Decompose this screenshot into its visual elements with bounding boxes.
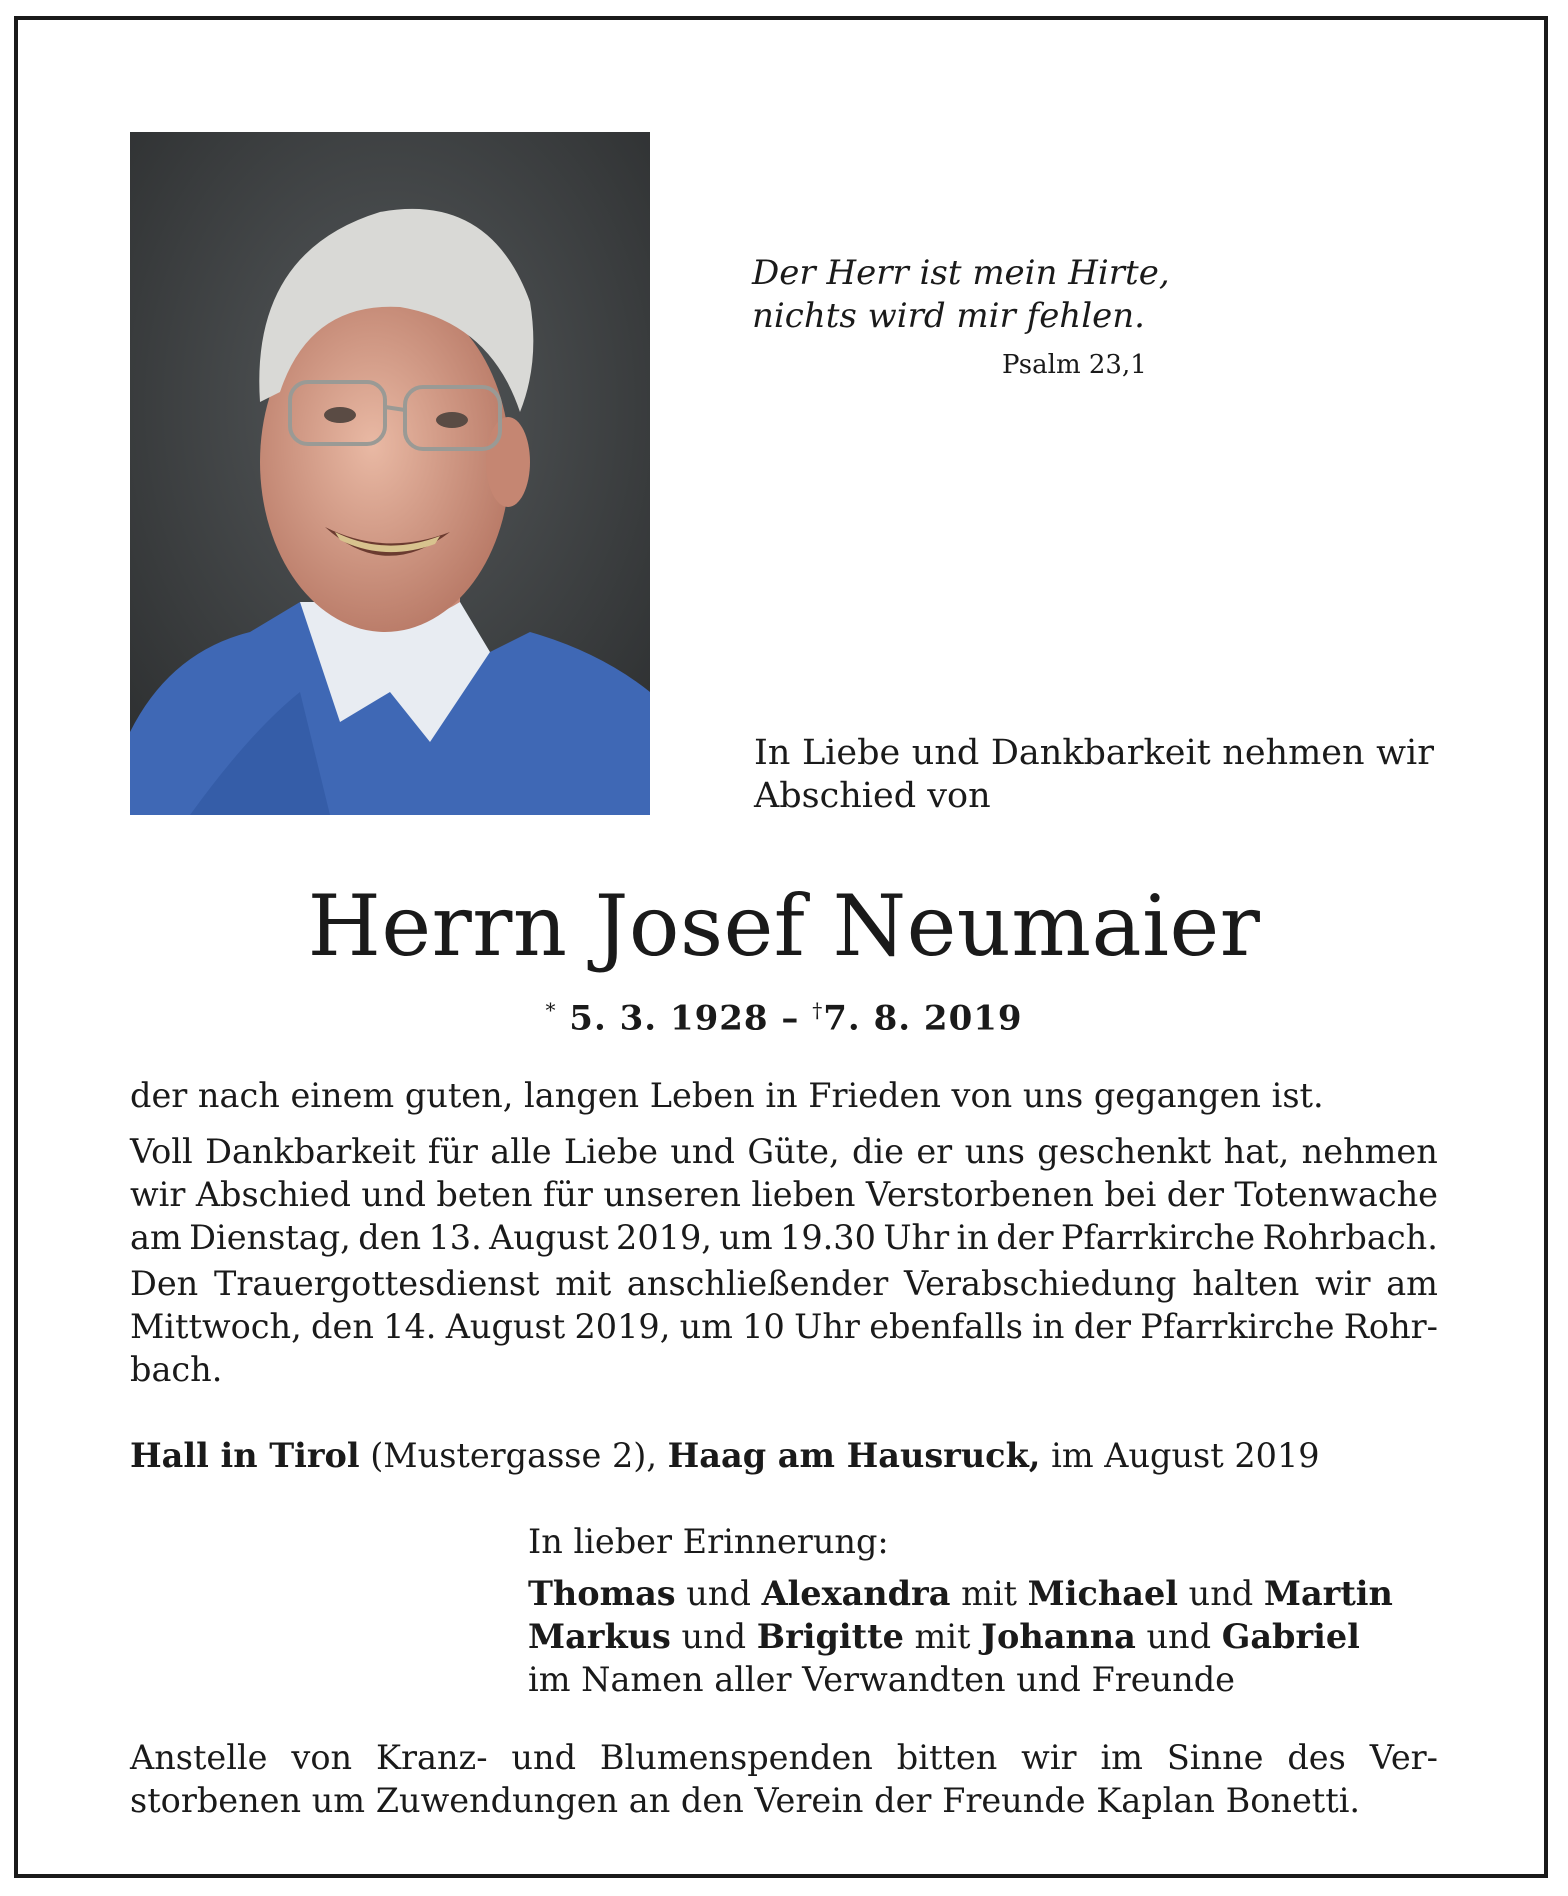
word: Pfarrkirche [1060,1218,1256,1257]
connector: und [675,1574,762,1613]
body-paragraph-2 [130,1130,1438,1259]
word: in [956,1218,989,1257]
date-separator: – [781,998,800,1039]
mourner-name: Thomas [528,1574,676,1613]
birth-date: 5. 3. 1928 [569,998,769,1039]
word: den [311,1307,374,1346]
intro-word: wir [1376,733,1434,773]
word: für [427,1132,478,1171]
paragraph-line: bach. [130,1350,223,1389]
connector: und [670,1617,757,1656]
death-date: 7. 8. 2019 [823,998,1023,1039]
paragraph-line [130,1262,1438,1305]
word: anschließender [626,1264,889,1303]
word: nehmen [1301,1132,1438,1171]
word: im [1100,1738,1143,1777]
mourners-list [528,1572,1393,1701]
word: ebenfalls [869,1307,1023,1346]
word: Verabschiedung [904,1264,1177,1303]
word: und [511,1738,577,1777]
word: 13. [428,1218,482,1257]
word: lieben [751,1175,856,1214]
word: Liebe [563,1132,658,1171]
word: den [358,1218,422,1257]
word: Dankbarkeit [205,1132,416,1171]
intro-line-1 [754,732,1434,775]
word: Dienstag, [189,1218,351,1257]
word: hat, [1223,1132,1290,1171]
psalm-line-1: Der Herr ist mein Hirte, [752,253,1170,293]
intro-word: Dankbarkeit [990,733,1211,773]
mourner-name: Michael [1027,1574,1178,1613]
word: der [996,1218,1054,1257]
word: mit [555,1264,612,1303]
life-dates [0,998,1568,1038]
word: Mittwoch, [130,1307,302,1346]
word: wir [1021,1738,1077,1777]
word: beten [436,1175,533,1214]
mourner-name: Martin [1263,1574,1393,1613]
word: und [361,1175,426,1214]
mourners-line-2 [528,1615,1393,1658]
death-symbol: † [812,998,824,1022]
intro-text [754,732,1434,818]
word: Abschied [195,1175,351,1214]
word: in [1032,1307,1065,1346]
mourner-name: Brigitte [756,1617,904,1656]
word: Kranz- [375,1738,488,1777]
connector: mit [950,1574,1028,1613]
date-line: im August 2019 [1040,1436,1320,1475]
place-and-date [130,1436,1320,1475]
donation-note [130,1736,1438,1822]
word: um [719,1218,773,1257]
mourner-name: Alexandra [761,1574,951,1613]
intro-word: In [754,733,791,773]
mourner-name: Johanna [981,1617,1136,1656]
word: Sinne [1166,1738,1264,1777]
psalm-quote [752,252,1170,338]
word: 10 [742,1307,785,1346]
connector: und [1135,1617,1222,1656]
paragraph-line [130,1130,1438,1173]
paragraph-line [130,1305,1438,1348]
address: (Mustergasse 2), [359,1436,668,1475]
word: Uhr [883,1218,950,1257]
portrait-photo [130,132,650,815]
footer-line: storbenen um Zuwendungen an den Verein der Freunde Kaplan Bonetti. [130,1781,1361,1820]
word: der [1073,1307,1132,1346]
memory-heading: In lieber Erinnerung: [528,1522,889,1561]
word: Uhr [794,1307,860,1346]
word: wir [130,1175,186,1214]
town-1: Hall in Tirol [130,1436,360,1475]
word: die [851,1132,904,1171]
word: um [679,1307,733,1346]
birth-symbol: * [545,998,557,1022]
body-paragraph-3 [130,1262,1438,1391]
word: August [445,1307,566,1346]
word: Totenwache [1234,1175,1438,1214]
word: bei [1104,1175,1157,1214]
connector: mit [903,1617,982,1656]
word: des [1287,1738,1346,1777]
word: für [542,1175,593,1214]
word: halten [1192,1264,1300,1303]
word: Trauergottesdienst [213,1264,540,1303]
intro-word: nehmen [1222,733,1365,773]
deceased-name: Herrn Josef Neumaier [307,877,1261,975]
word: und [670,1132,735,1171]
word: Rohr- [1343,1307,1438,1346]
word: Rohrbach. [1262,1218,1438,1257]
word: bitten [896,1738,998,1777]
intro-line-2: Abschied von [754,776,991,816]
word: Ver- [1369,1738,1438,1777]
footer-line [130,1736,1438,1779]
paragraph-line [130,1216,1438,1259]
word: Anstelle [130,1738,268,1777]
mourners-line-3: im Namen aller Verwandten und Freunde [528,1660,1236,1699]
word: 2019, [574,1307,671,1346]
word: Den [130,1264,199,1303]
word: der [1166,1175,1224,1214]
word: Güte, [747,1132,840,1171]
word: 14. [383,1307,437,1346]
word: von [291,1738,353,1777]
paragraph-line [130,1173,1438,1216]
mourner-name: Gabriel [1221,1617,1360,1656]
word: uns [964,1132,1025,1171]
intro-word: Liebe [801,733,901,773]
body-paragraph-1: der nach einem guten, langen Leben in Frieden von uns gegangen ist. [130,1076,1324,1115]
word: am [1386,1264,1438,1303]
town-2: Haag am Hausruck, [667,1436,1041,1475]
word: geschenkt [1037,1132,1212,1171]
word: wir [1315,1264,1371,1303]
word: Blumenspenden [599,1738,873,1777]
word: unseren [603,1175,741,1214]
mourners-line-1 [528,1572,1393,1615]
psalm-reference: Psalm 23,1 [1002,350,1147,380]
word: Pfarrkirche [1140,1307,1335,1346]
word: 19.30 [780,1218,876,1257]
word: er [916,1132,953,1171]
word: am [130,1218,182,1257]
connector: und [1177,1574,1264,1613]
psalm-line-2: nichts wird mir fehlen. [752,296,1145,336]
mourner-name: Markus [528,1617,671,1656]
word: 2019, [616,1218,712,1257]
word: August [489,1218,609,1257]
word: Verstorbenen [865,1175,1094,1214]
word: alle [490,1132,552,1171]
intro-word: und [911,733,980,773]
word: Voll [130,1132,193,1171]
